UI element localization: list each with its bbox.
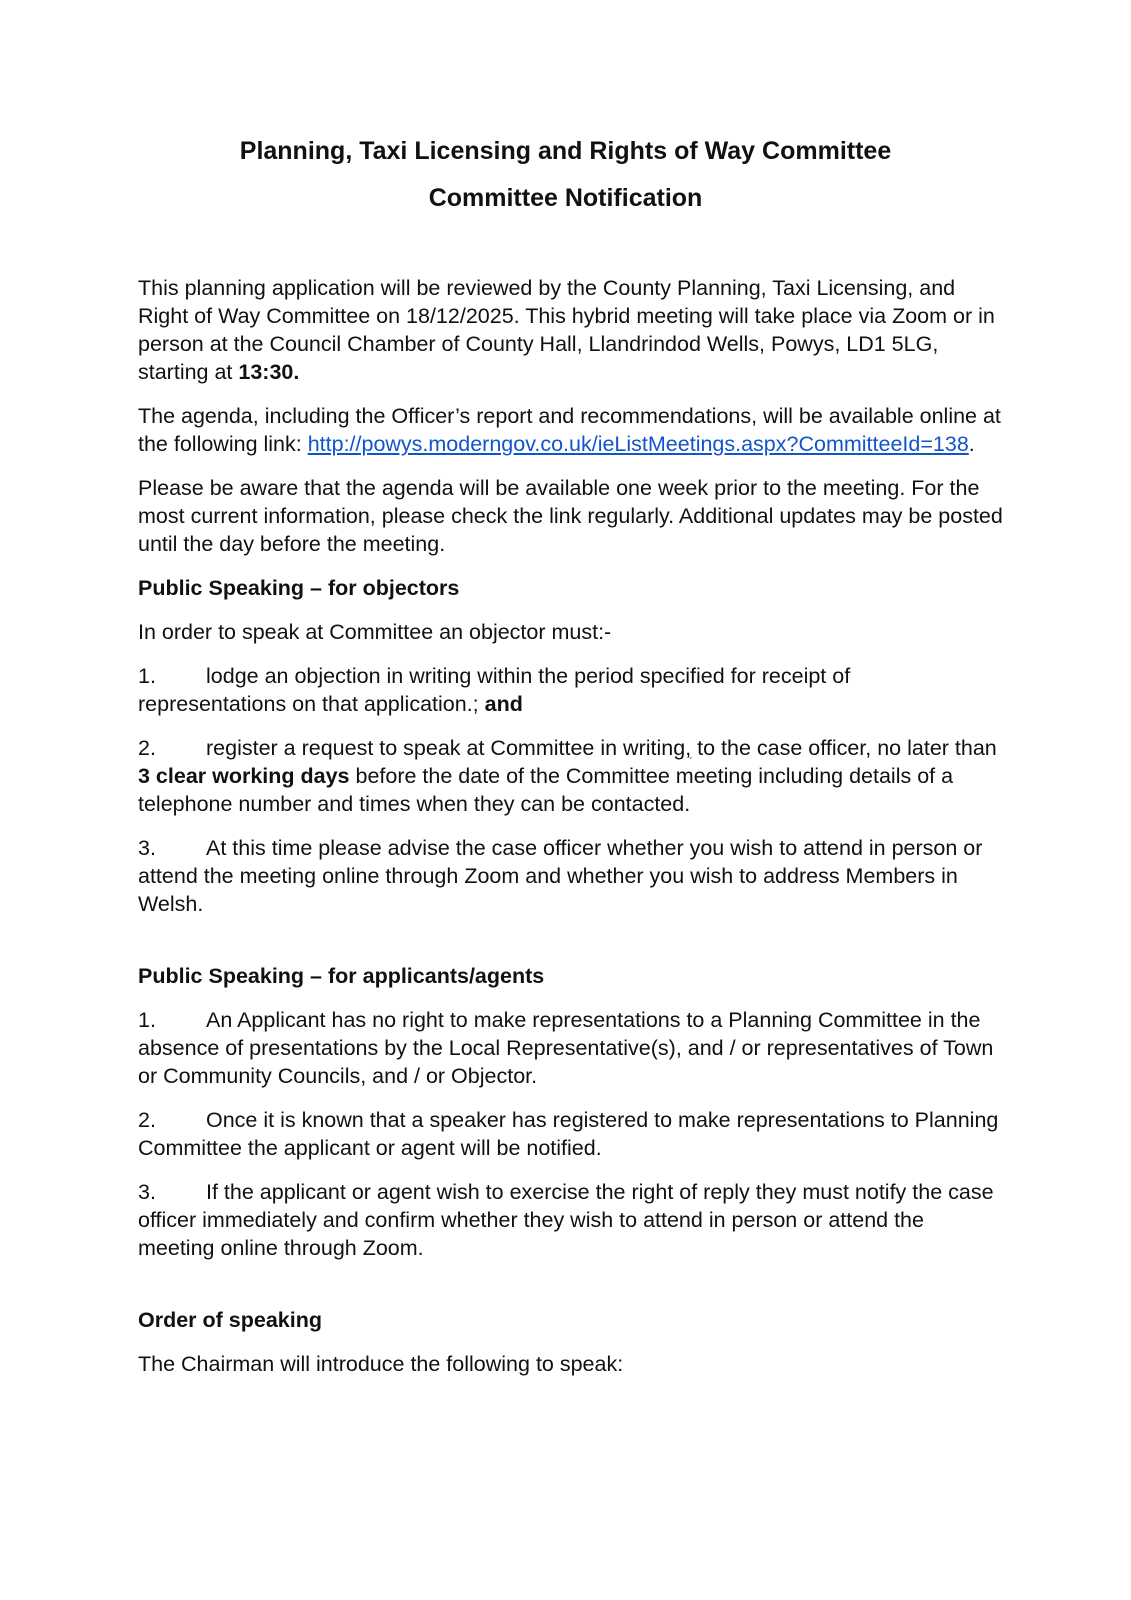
order-heading: Order of speaking xyxy=(138,1308,322,1332)
item-text: If the applicant or agent wish to exercise the right of reply they must notify the case officer immediately and confirm whether they wish to attend in person or attend the meeting online through Zoom. xyxy=(138,1180,994,1260)
intro-paragraph xyxy=(138,274,1004,386)
item-text: before the date of the Committee meeting including details of a telephone number and times when they can be contacted. xyxy=(138,764,954,816)
agenda-text: The agenda, including the Officer’s report and recommendations, will be available online at the following link: xyxy=(138,404,1001,456)
item-text: register a request to speak at Committee in writing xyxy=(206,736,686,760)
objectors-intro: In order to speak at Committee an objector must:- xyxy=(138,620,612,644)
agenda-link-suffix: . xyxy=(968,432,975,456)
objector-item-1 xyxy=(138,662,1004,718)
item-number: 1. xyxy=(138,1008,156,1032)
item-underlined: , xyxy=(685,736,692,760)
item-bold: and xyxy=(484,692,523,716)
objectors-heading: Public Speaking – for objectors xyxy=(138,576,460,600)
applicant-item-1 xyxy=(138,1006,1004,1090)
meeting-time: 13:30. xyxy=(238,360,300,384)
applicant-item-2 xyxy=(138,1106,1004,1162)
agenda-link[interactable]: http://powys.moderngov.co.uk/ieListMeetings.aspx?CommitteeId=138 xyxy=(307,432,969,456)
applicants-heading: Public Speaking – for applicants/agents xyxy=(138,964,545,988)
item-number: 3. xyxy=(138,836,156,860)
item-number: 2. xyxy=(138,736,156,760)
item-text: At this time please advise the case officer whether you wish to attend in person or attend the meeting online through Zoom and whether you wish to address Members in Welsh. xyxy=(138,836,983,916)
objector-item-3 xyxy=(138,834,1004,918)
applicant-item-3 xyxy=(138,1178,1004,1262)
item-text: Once it is known that a speaker has registered to make representations to Planning Committee the applicant or agent will be notified. xyxy=(138,1108,999,1160)
objector-item-2 xyxy=(138,734,1004,818)
item-text: to the case officer, no later than xyxy=(691,736,997,760)
item-number: 1. xyxy=(138,664,156,688)
item-text: An Applicant has no right to make representations to a Planning Committee in the absence of presentations by the Local Representative(s), and / or representatives of Town or Community Councils, and / or Objector. xyxy=(138,1008,994,1088)
document-subtitle: Committee Notification xyxy=(428,184,703,212)
item-bold: 3 clear working days xyxy=(138,764,350,788)
item-number: 2. xyxy=(138,1108,156,1132)
agenda-paragraph xyxy=(138,402,1004,458)
item-number: 3. xyxy=(138,1180,156,1204)
document-body xyxy=(138,274,1004,1394)
availability-note: Please be aware that the agenda will be available one week prior to the meeting. For the most current information, please check the link regularly. Additional updates may be posted until the day before the meeting. xyxy=(138,476,1003,556)
order-text: The Chairman will introduce the following to speak: xyxy=(138,1352,624,1376)
intro-text: This planning application will be reviewed by the County Planning, Taxi Licensing, and Right of Way Committee on 18/12/2025. This hybrid meeting will take place via Zoom or in person at the Council Chamber of County Hall, Llandrindod Wells, Powys, LD1 5LG, starting at xyxy=(138,276,995,384)
document-title: Planning, Taxi Licensing and Rights of Way Committee xyxy=(239,137,892,165)
item-text: lodge an objection in writing within the period specified for receipt of representations on that application.; xyxy=(138,664,851,716)
